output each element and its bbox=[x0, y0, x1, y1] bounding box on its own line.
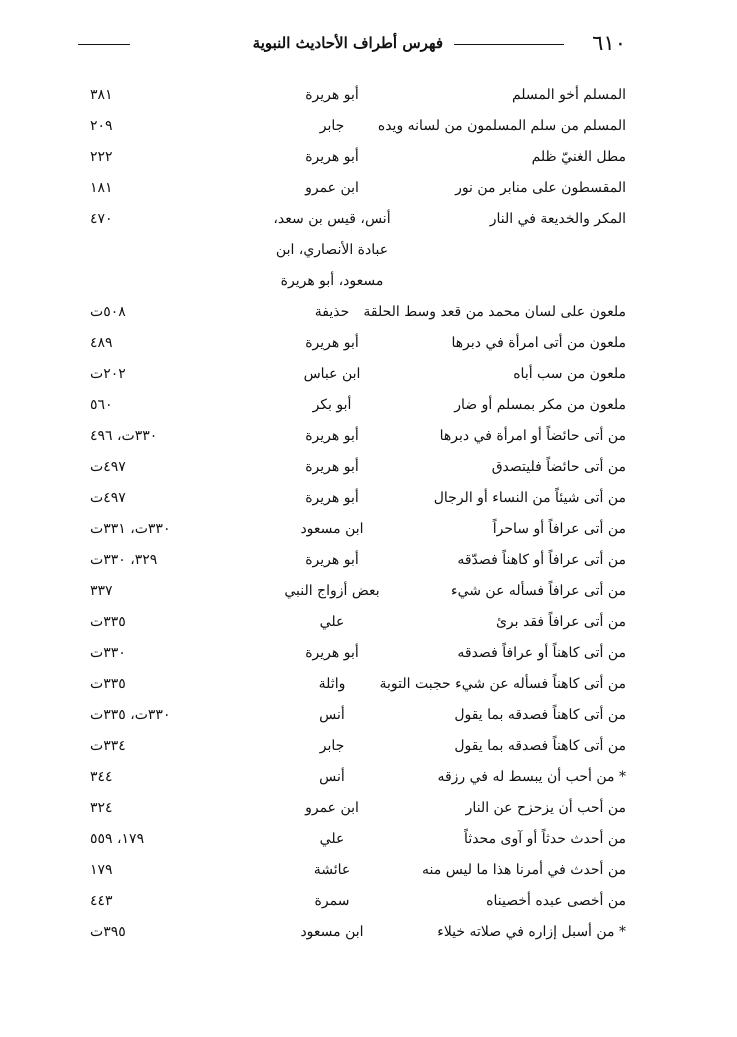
narrator: أبو هريرة bbox=[305, 335, 359, 351]
page-number: ٦١٠ bbox=[592, 31, 626, 55]
page-reference: ٣٨١ bbox=[90, 87, 113, 103]
narrator: أبو بكر bbox=[312, 397, 352, 413]
hadith-text: المقسطون على منابر من نور bbox=[455, 180, 626, 196]
index-entry bbox=[90, 483, 626, 514]
narrator: علي bbox=[319, 614, 345, 630]
narrator: أبو هريرة bbox=[305, 552, 359, 568]
page-reference: ٣٣٠ت، ٣٣٥ت bbox=[90, 707, 171, 723]
page-reference: ٣٣٤ت bbox=[90, 738, 126, 754]
hadith-text: من أتى عرافاً أو كاهناً فصدّقه bbox=[457, 552, 626, 568]
page-reference: ٣٢٩، ٣٣٠ت bbox=[90, 552, 158, 568]
page-reference: ٤٧٠ bbox=[90, 211, 113, 227]
narrator: ابن عمرو bbox=[305, 800, 359, 816]
page-reference: ٢٠٩ bbox=[90, 118, 113, 134]
hadith-text: من أحدث حدثاً أو آوى محدثاً bbox=[464, 831, 626, 847]
page-reference: ٣٤٤ bbox=[90, 769, 113, 785]
index-entry bbox=[90, 824, 626, 855]
page-reference: ٣٢٤ bbox=[90, 800, 113, 816]
page-reference: ٤٤٣ bbox=[90, 893, 113, 909]
header-rule-right bbox=[454, 44, 564, 45]
index-entry bbox=[90, 173, 626, 204]
narrator: عائشة bbox=[313, 862, 351, 878]
page-reference: ٤٩٧ت bbox=[90, 490, 126, 506]
narrator: ابن مسعود bbox=[300, 521, 364, 537]
index-entry bbox=[90, 886, 626, 917]
page-reference: ٣٣٥ت bbox=[90, 676, 126, 692]
narrator: جابر bbox=[319, 118, 345, 134]
page-reference: ٣٣٧ bbox=[90, 583, 113, 599]
hadith-text: من أتى كاهناً أو عرافاً فصدقه bbox=[457, 645, 626, 661]
narrator: أنس bbox=[319, 769, 345, 785]
index-entry bbox=[90, 359, 626, 390]
narrator: أنس، قيس بن سعد، bbox=[273, 211, 391, 227]
index-entry bbox=[90, 204, 626, 235]
index-entry bbox=[90, 762, 626, 793]
index-entry bbox=[90, 142, 626, 173]
narrator: أنس bbox=[319, 707, 345, 723]
narrator: أبو هريرة bbox=[305, 459, 359, 475]
index-entry bbox=[90, 638, 626, 669]
page-reference: ٣٣٠ت، ٣٣١ت bbox=[90, 521, 171, 537]
index-entry bbox=[90, 576, 626, 607]
narrator: بعض أزواج النبي bbox=[284, 583, 380, 599]
narrator: أبو هريرة bbox=[305, 149, 359, 165]
hadith-text: ملعون من أتى امرأة في دبرها bbox=[451, 335, 626, 351]
narrator: ابن عباس bbox=[303, 366, 361, 382]
page-reference: ٣٣٠ت، ٤٩٦ bbox=[90, 428, 158, 444]
running-title: فهرس أطراف الأحاديث النبوية bbox=[252, 34, 443, 52]
hadith-text: المكر والخديعة في النار bbox=[489, 211, 626, 227]
page-reference: ٢٠٢ت bbox=[90, 366, 126, 382]
narrator: سمرة bbox=[314, 893, 350, 909]
header-rule-left bbox=[78, 44, 130, 45]
hadith-text: من أتى حائضاً فليتصدق bbox=[491, 459, 626, 475]
hadith-text: من أتى شيئاً من النساء أو الرجال bbox=[433, 490, 626, 506]
index-entry bbox=[90, 297, 626, 328]
index-entry bbox=[90, 266, 626, 297]
page-reference: ١٧٩، ٥٥٩ bbox=[90, 831, 145, 847]
index-entry bbox=[90, 855, 626, 886]
hadith-text: * من أسبل إزاره في صلاته خيلاء bbox=[437, 924, 626, 940]
index-entry bbox=[90, 235, 626, 266]
hadith-text: من أخصى عبده أخصيناه bbox=[486, 893, 626, 909]
narrator: ابن مسعود bbox=[300, 924, 364, 940]
hadith-text: ملعون على لسان محمد من قعد وسط الحلقة bbox=[363, 304, 626, 320]
hadith-text: المسلم أخو المسلم bbox=[511, 87, 626, 103]
narrator: حذيفة bbox=[314, 304, 350, 320]
index-entry bbox=[90, 514, 626, 545]
hadith-text: ملعون من مكر بمسلم أو ضار bbox=[454, 397, 626, 413]
page-reference: ٤٩٧ت bbox=[90, 459, 126, 475]
index-entry bbox=[90, 669, 626, 700]
index-entry bbox=[90, 452, 626, 483]
hadith-text: * من أحب أن يبسط له في رزقه bbox=[437, 769, 626, 785]
hadith-text: من أحب أن يزحزح عن النار bbox=[465, 800, 626, 816]
narrator: ابن عمرو bbox=[305, 180, 359, 196]
hadith-text: من أتى كاهناً فصدقه بما يقول bbox=[454, 738, 626, 754]
hadith-text: من أتى عرافاً أو ساحراً bbox=[492, 521, 626, 537]
hadith-text: من أتى كاهناً فصدقه بما يقول bbox=[454, 707, 626, 723]
index-entry bbox=[90, 700, 626, 731]
narrator: مسعود، أبو هريرة bbox=[280, 273, 384, 289]
narrator: علي bbox=[319, 831, 345, 847]
index-entry bbox=[90, 731, 626, 762]
index-entry bbox=[90, 793, 626, 824]
index-entry bbox=[90, 328, 626, 359]
narrator: أبو هريرة bbox=[305, 490, 359, 506]
index-entry bbox=[90, 545, 626, 576]
page-reference: ٣٣٥ت bbox=[90, 614, 126, 630]
narrator: جابر bbox=[319, 738, 345, 754]
hadith-text: من أتى عرافاً فسأله عن شيء bbox=[451, 583, 626, 599]
page-reference: ٣٩٥ت bbox=[90, 924, 126, 940]
hadith-text: مطل الغنيّ ظلم bbox=[531, 149, 626, 165]
hadith-index-list bbox=[90, 80, 626, 948]
page-reference: ٥٦٠ bbox=[90, 397, 113, 413]
narrator: عبادة الأنصاري، ابن bbox=[275, 242, 389, 258]
narrator: أبو هريرة bbox=[305, 428, 359, 444]
hadith-text: ملعون من سب أباه bbox=[513, 366, 626, 382]
narrator: واثلة bbox=[318, 676, 346, 692]
page-header bbox=[78, 30, 626, 56]
page-reference: ٢٢٢ bbox=[90, 149, 113, 165]
index-entry bbox=[90, 607, 626, 638]
narrator: أبو هريرة bbox=[305, 645, 359, 661]
page-reference: ٣٣٠ت bbox=[90, 645, 126, 661]
hadith-text: من أحدث في أمرنا هذا ما ليس منه bbox=[422, 862, 626, 878]
hadith-text: من أتى حائضاً أو امرأة في دبرها bbox=[439, 428, 626, 444]
page-reference: ٥٠٨ت bbox=[90, 304, 126, 320]
index-entry bbox=[90, 390, 626, 421]
hadith-text: المسلم من سلم المسلمون من لسانه ويده bbox=[377, 118, 626, 134]
hadith-text: من أتى كاهناً فسأله عن شيء حجبت التوبة bbox=[379, 676, 626, 692]
index-entry bbox=[90, 80, 626, 111]
index-entry bbox=[90, 421, 626, 452]
hadith-text: من أتى عرافاً فقد برئ bbox=[495, 614, 626, 630]
page-reference: ١٨١ bbox=[90, 180, 113, 196]
index-entry bbox=[90, 111, 626, 142]
narrator: أبو هريرة bbox=[305, 87, 359, 103]
page-reference: ٤٨٩ bbox=[90, 335, 113, 351]
page-reference: ١٧٩ bbox=[90, 862, 113, 878]
index-entry bbox=[90, 917, 626, 948]
